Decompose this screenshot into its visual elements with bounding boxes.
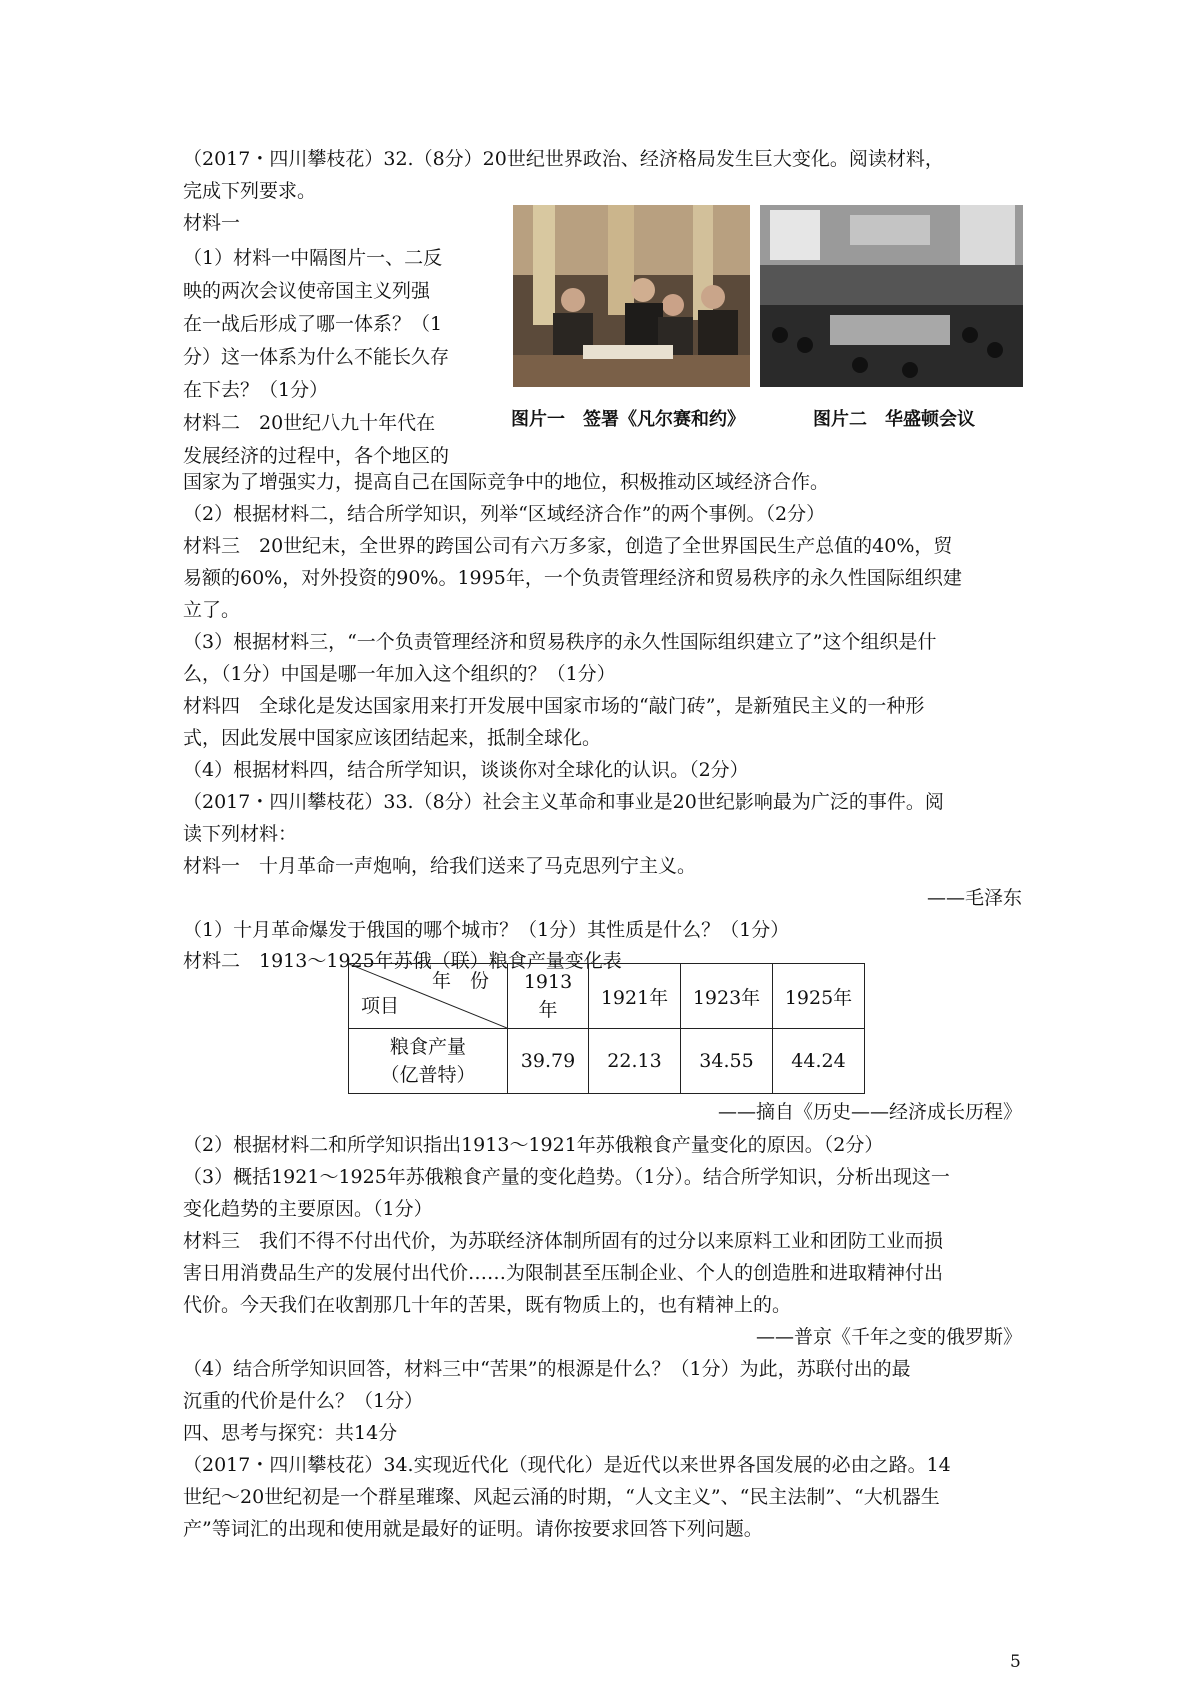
table-header-row — [349, 964, 865, 1029]
q33-intro-cont: 读下列材料： — [183, 823, 298, 845]
q33-1: （1）十月革命爆发于俄国的哪个城市？（1分）其性质是什么？（1分） — [183, 919, 790, 941]
q33-material-3-source: ——普京《千年之变的俄罗斯》 — [755, 1326, 1022, 1348]
q32-intro: （2017・四川攀枝花）32.（8分）20世纪世界政治、经济格局发生巨大变化。阅读材料， — [183, 148, 944, 170]
table-value-cell: 34.55 — [681, 1029, 773, 1094]
q33-intro: （2017・四川攀枝花）33.（8分）社会主义革命和事业是20世纪影响最为广泛的事件。阅 — [183, 791, 944, 813]
material-1-label: 材料一 — [183, 212, 241, 234]
table-value-cell: 22.13 — [589, 1029, 681, 1094]
q32-4: （4）根据材料四，结合所学知识，谈谈你对全球化的认识。（2分） — [183, 759, 749, 781]
q33-3-line1: （3）概括1921～1925年苏俄粮食产量的变化趋势。（1分）。结合所学知识，分析出现这一 — [183, 1166, 950, 1188]
material-3-line1: 材料三 20世纪末，全世界的跨国公司有六万多家，创造了全世界国民生产总值的40%，贸 — [183, 535, 953, 557]
q32-3-line2: 么，（1分）中国是哪一年加入这个组织的？（1分） — [183, 663, 616, 685]
header-item-label: 项目 — [361, 995, 400, 1017]
q33-2: （2）根据材料二和所学知识指出1913～1921年苏俄粮食产量变化的原因。（2分） — [183, 1134, 884, 1156]
q33-material-3-line1: 材料三 我们不得不付出代价，为苏联经济体制所固有的过分以来原料工业和团防工业而损 — [183, 1230, 944, 1252]
table-value-cell: 39.79 — [508, 1029, 589, 1094]
material-2-line1: 材料二 20世纪八九十年代在 — [183, 412, 436, 434]
q33-4-line2: 沉重的代价是什么？（1分） — [183, 1390, 424, 1412]
washington-conference-photo — [760, 205, 1023, 387]
table-header-cell: 1913 年 — [508, 964, 589, 1029]
q33-material-3-line3: 代价。今天我们在收割那几十年的苦果，既有物质上的，也有精神上的。 — [183, 1294, 792, 1316]
material-3-line2: 易额的60%，对外投资的90%。1995年，一个负责管理经济和贸易秩序的永久性国际组织建 — [183, 567, 962, 589]
q34-line1: （2017・四川攀枝花）34.实现近代化（现代化）是近代以来世界各国发展的必由之路。14 — [183, 1454, 951, 1476]
material-3-line3: 立了。 — [183, 599, 241, 621]
q33-material-2-title: 材料二 1913～1925年苏俄（联）粮食产量变化表 — [183, 950, 622, 972]
page-number: 5 — [1010, 1652, 1021, 1672]
q32-1-line2: 映的两次会议使帝国主义列强 — [183, 280, 431, 302]
q33-3-line2: 变化趋势的主要原因。（1分） — [183, 1198, 433, 1220]
q34-line3: 产”等词汇的出现和使用就是最好的证明。请你按要求回答下列问题。 — [183, 1518, 763, 1540]
q34-line2: 世纪～20世纪初是一个群星璀璨、风起云涌的时期，“人文主义”、“民主法制”、“大机器生 — [183, 1486, 940, 1508]
table-row — [349, 1029, 865, 1094]
row-label-cell: 粮食产量 （亿普特） — [349, 1029, 508, 1094]
photo-1-caption: 图片一 签署《凡尔赛和约》 — [511, 409, 745, 430]
table-header-cell: 1925年 — [773, 964, 865, 1029]
table-corner-cell — [349, 964, 508, 1029]
table-header-cell: 1921年 — [589, 964, 681, 1029]
header-year-label: 年 份 — [431, 970, 489, 992]
section-4-heading: 四、思考与探究：共14分 — [183, 1422, 398, 1444]
q32-1-line1: （1）材料一中隔图片一、二反 — [183, 247, 443, 269]
photo-2-caption: 图片二 华盛顿会议 — [813, 409, 975, 430]
q32-3-line1: （3）根据材料三，“一个负责管理经济和贸易秩序的永久性国际组织建立了”这个组织是什 — [183, 631, 937, 653]
q32-intro-cont: 完成下列要求。 — [183, 180, 317, 202]
table-source: ——摘自《历史——经济成长历程》 — [717, 1101, 1022, 1123]
material-4-line2: 式，因此发展中国家应该团结起来，抵制全球化。 — [183, 727, 602, 749]
q33-material-3-line2: 害日用消费品生产的发展付出代价……为限制甚至压制企业、个人的创造胜和进取精神付出 — [183, 1262, 944, 1284]
q33-material-1-source: ——毛泽东 — [926, 887, 1022, 909]
q33-material-1: 材料一 十月革命一声炮响，给我们送来了马克思列宁主义。 — [183, 855, 697, 877]
q32-1-line3: 在一战后形成了哪一体系？（1 — [183, 313, 443, 335]
material-4-line1: 材料四 全球化是发达国家用来打开发展中国家市场的“敲门砖”，是新殖民主义的一种形 — [183, 695, 925, 717]
versailles-photo — [513, 205, 750, 387]
q32-1-line4: 分）这一体系为什么不能长久存 — [183, 346, 450, 368]
grain-output-table — [348, 963, 865, 1094]
q32-1-line5: 在下去？（1分） — [183, 379, 329, 401]
material-2-line2: 发展经济的过程中，各个地区的 — [183, 445, 450, 467]
table-header-cell: 1923年 — [681, 964, 773, 1029]
material-2-line3: 国家为了增强实力，提高自己在国际竞争中的地位，积极推动区域经济合作。 — [183, 471, 830, 493]
q32-2: （2）根据材料二，结合所学知识，列举“区域经济合作”的两个事例。（2分） — [183, 503, 826, 525]
q33-4-line1: （4）结合所学知识回答，材料三中“苦果”的根源是什么？（1分）为此，苏联付出的最 — [183, 1358, 911, 1380]
table-value-cell: 44.24 — [773, 1029, 865, 1094]
